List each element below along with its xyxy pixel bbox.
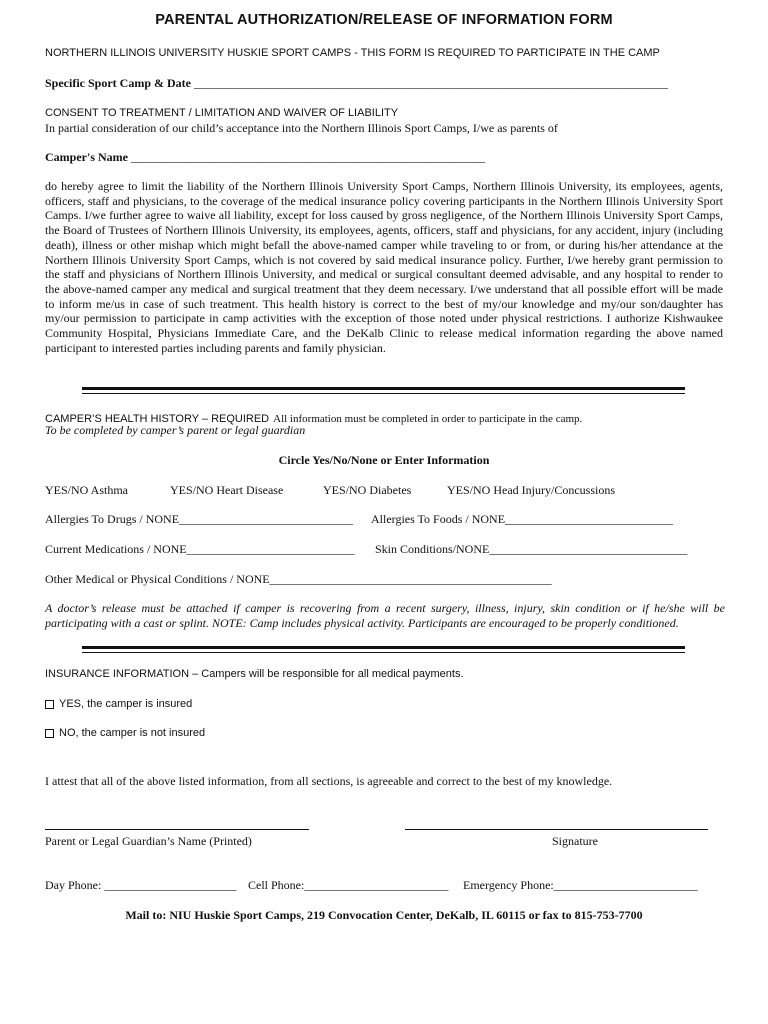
camper-name-blank: ___________________________________________________________	[130, 150, 485, 164]
condition-heart-disease[interactable]: YES/NO Heart Disease	[170, 483, 284, 497]
attestation-text: I attest that all of the above listed information, from all sections, is agreeable and correct to the best of my knowledge.	[45, 774, 613, 788]
sport-camp-field[interactable]	[45, 76, 668, 91]
camper-name-field[interactable]	[45, 150, 485, 165]
form-title: PARENTAL AUTHORIZATION/RELEASE OF INFORMATION FORM	[155, 12, 613, 28]
signature-line[interactable]	[405, 829, 708, 830]
condition-asthma[interactable]: YES/NO Asthma	[45, 483, 129, 497]
insurance-heading: INSURANCE INFORMATION – Campers will be responsible for all medical payments.	[45, 668, 464, 680]
cell-phone-field[interactable]: Cell Phone:________________________	[248, 878, 449, 892]
mailing-address: Mail to: NIU Huskie Sport Camps, 219 Convocation Center, DeKalb, IL 60115 or fax to 815-753-7700	[125, 908, 643, 922]
condition-diabetes[interactable]: YES/NO Diabetes	[323, 483, 412, 497]
section-divider-thin	[82, 393, 685, 394]
guardian-name-label: Parent or Legal Guardian’s Name (Printed)	[45, 834, 252, 848]
health-heading-note: All information must be completed in order to participate in the camp.	[273, 413, 583, 425]
allergies-drugs-field[interactable]: Allergies To Drugs / NONE_____________________________	[45, 512, 354, 526]
allergies-foods-field[interactable]: Allergies To Foods / NONE____________________________	[371, 512, 674, 526]
section-divider	[82, 387, 685, 390]
insured-no-label: NO, the camper is not insured	[59, 727, 206, 739]
sport-camp-blank: _______________________________________________________________________________	[193, 76, 668, 90]
medications-field[interactable]: Current Medications / NONE____________________________	[45, 542, 355, 556]
camper-name-label: Camper's Name	[45, 150, 128, 164]
health-instruction: Circle Yes/No/None or Enter Information	[278, 453, 490, 467]
insured-yes-checkbox[interactable]	[45, 700, 54, 709]
other-conditions-field[interactable]: Other Medical or Physical Conditions / NONE_______________________________________________	[45, 572, 552, 586]
guardian-name-line[interactable]	[45, 829, 309, 830]
health-heading: CAMPER’S HEALTH HISTORY – REQUIRED	[45, 413, 270, 425]
consent-body: do hereby agree to limit the liability of the Northern Illinois University Sport Camps, Northern Illinois University, its employees, agents, officers, staff and physicians, to the coverage of the medical insurance policy covering participants in the Northern Illinois University Sport Camps. I/we further agree to waive all liability, except for loss caused by gross negligence, of the Northern Illinois University Sport Camps, the Board of Trustees of Northern Illinois University, its employees, agents, officers, staff and physicians, for any accident, injury (including death), illness or other mishap which might befall the above-named camper while traveling to or from, or during his/her attendance at the Northern Illinois University Sport Camps, which is not covered by said medical insurance policy. Further, I/we hereby grant permission to the staff and physicians of Northern Illinois University, and medical or surgical consultant deemed advisable, and any hospital to render to the above-named camper any medical and surgical treatment that they deem necessary. I/we understand that all possible effort will be made to inform me/us in case of such treatment. This health history is correct to the best of my/our knowledge and my/our son/daughter has my/our permission to participate in camp activities with the exception of those noted under physical restrictions. I authorize Kishwaukee Community Hospital, Physicians Immediate Care, and the DeKalb Clinic to release medical information regarding the above named participant to interested parties including parents and family physician.	[45, 179, 723, 355]
skin-conditions-field[interactable]: Skin Conditions/NONE_________________________________	[375, 542, 688, 556]
sport-camp-label: Specific Sport Camp & Date	[45, 76, 191, 90]
signature-label: Signature	[552, 834, 598, 848]
condition-head-injury[interactable]: YES/NO Head Injury/Concussions	[447, 483, 615, 497]
insured-yes-label: YES, the camper is insured	[59, 698, 193, 710]
insured-no-checkbox[interactable]	[45, 729, 54, 738]
health-subheading: To be completed by camper’s parent or legal guardian	[45, 423, 306, 437]
consent-intro: In partial consideration of our child’s acceptance into the Northern Illinois Sport Camps, I/we as parents of	[45, 121, 558, 135]
consent-heading: CONSENT TO TREATMENT / LIMITATION AND WAIVER OF LIABILITY	[45, 107, 399, 119]
section-divider-thin	[82, 652, 685, 653]
form-subtitle: NORTHERN ILLINOIS UNIVERSITY HUSKIE SPORT CAMPS - THIS FORM IS REQUIRED TO PARTICIPATE IN THE CAMP	[45, 47, 660, 59]
doctor-release-note: A doctor’s release must be attached if camper is recovering from a recent surgery, illness, injury, skin condition or if he/she will be participating with a cast or splint. NOTE: Camp includes physical activity. Participants are encouraged to be properly conditioned.	[45, 601, 725, 630]
emergency-phone-field[interactable]: Emergency Phone:________________________	[463, 878, 698, 892]
section-divider	[82, 646, 685, 649]
day-phone-field[interactable]: Day Phone: ______________________	[45, 878, 237, 892]
